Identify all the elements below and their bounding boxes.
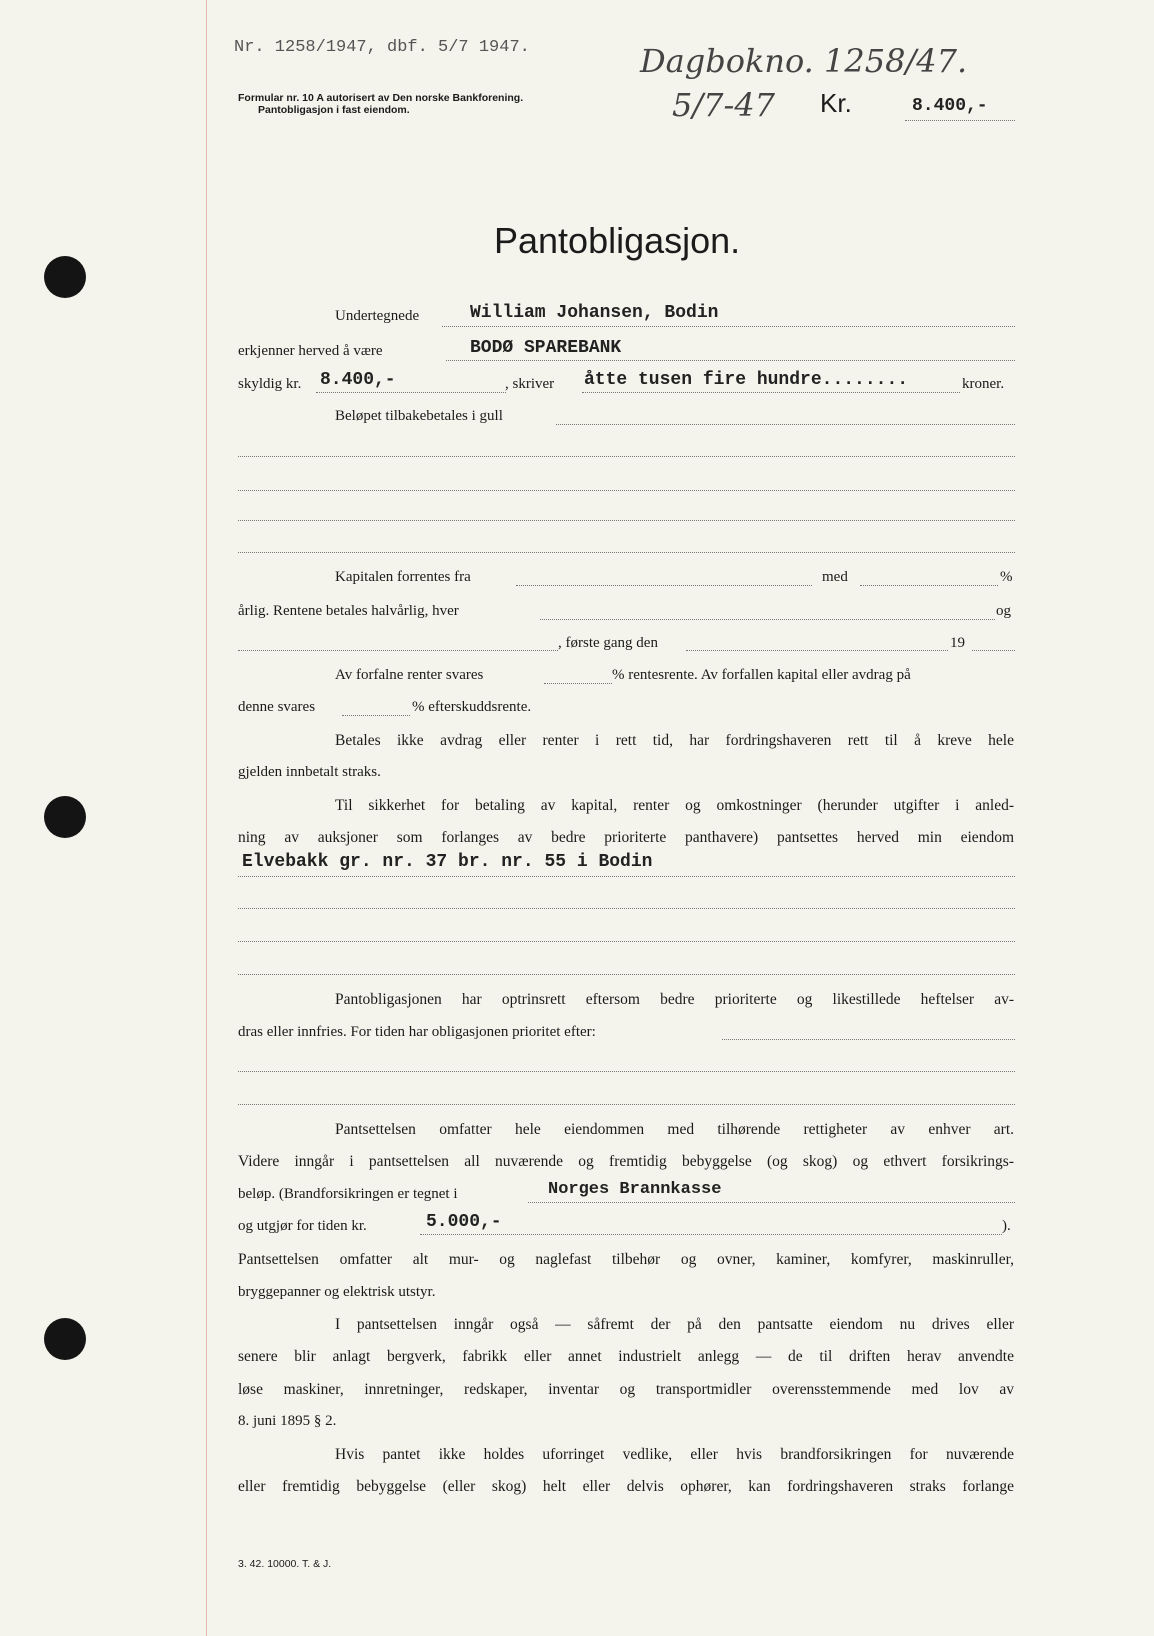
p4-line1: Pantsettelsen omfatter hele eiendommen med tilhørende rettigheter av enhver art. [335,1121,1014,1138]
p6-line4: 8. juni 1895 § 2. [238,1413,337,1429]
p7-line1: Hvis pantet ikke holdes uforringet vedlike, eller hvis brandforsikringen for nuværende [335,1446,1014,1463]
punch-hole-top [44,256,86,298]
property-line-4 [238,974,1015,975]
og-label: og [996,603,1011,619]
kr-label: Kr. [820,88,852,118]
p4-line2: Videre inngår i pantsettelsen all nuværende og fremtidig bebyggelse (og skog) og ethvert forsikrings- [238,1153,1014,1170]
insured-line [420,1234,1002,1235]
gold-line [556,424,1015,425]
p7-line2: eller fremtidig bebyggelse (eller skog) helt eller delvis ophører, kan fordringshaveren straks forlange [238,1478,1014,1495]
print-footer: 3. 42. 10000. T. & J. [238,1558,332,1570]
efterskuddsrente-label: % efterskuddsrente. [412,699,532,715]
kroner-label: kroner. [962,376,1005,392]
property-description: Elvebakk gr. nr. 37 br. nr. 55 i Bodin [242,852,653,872]
period-line-2 [238,650,558,651]
priority-line [722,1039,1015,1040]
amount-in-words: åtte tusen fire hundre........ [584,370,909,390]
property-line-2 [238,908,1015,909]
blank-line-1 [238,456,1015,457]
p3-line1: Pantobligasjonen har optrinsrett eftersom bedre prioriterte og likestillede heftelser av- [335,991,1014,1008]
registration-number: Nr. 1258/1947, dbf. 5/7 1947. [234,38,530,57]
blank-line-4 [238,552,1015,553]
rentesrente-label: % rentesrente. Av forfallen kapital eller avdrag på [612,667,911,683]
form-line-2: Pantobligasjon i fast eiendom. [258,104,410,116]
insurer-line [528,1202,1015,1203]
insurer-name: Norges Brannkasse [548,1180,722,1199]
first-date-line [686,650,948,651]
from-line [516,585,812,586]
dagbok-number: Dagbokno. 1258/47. [640,42,968,80]
borrower-name: William Johansen, Bodin [470,303,719,323]
handwritten-date: 5/7-47 [672,86,776,124]
kapitalen-label: Kapitalen forrentes fra [335,569,471,585]
forfalne-label: Av forfalne renter svares [335,667,484,683]
kr-amount-line [905,120,1015,121]
denne-label: denne svares [238,699,316,715]
year-label: 19 [950,635,965,651]
words-line [582,392,960,393]
creditor-name: BODØ SPAREBANK [470,338,622,358]
p3-line2: dras eller innfries. For tiden har obligasjonen prioritet efter: [238,1024,596,1040]
p1-line2: gjelden innbetalt straks. [238,764,381,780]
p1-line1: Betales ikke avdrag eller renter i rett tid, har fordringshaveren rett til å kreve hele [335,732,1014,749]
blank-line-3 [238,520,1015,521]
p4-line4-end: ). [1002,1218,1011,1234]
kr-amount: 8.400,- [912,96,988,116]
blank-line-2 [238,490,1015,491]
skyldig-label: skyldig kr. [238,376,302,392]
creditor-line [446,360,1015,361]
p6-line3: løse maskiner, innretninger, redskaper, inventar og transportmidler overensstemmende med lov av [238,1381,1014,1398]
p4-line3: beløp. (Brandforsikringen er tegnet i [238,1186,458,1202]
forste-gang-label: , første gang den [558,635,658,651]
punch-hole-middle [44,796,86,838]
belopet-label: Beløpet tilbakebetales i gull [335,408,503,424]
med-label: med [822,569,848,585]
document-title: Pantobligasjon. [494,220,741,261]
p2-line2: ning av auksjoner som forlanges av bedre prioriterte panthavere) pantsettes herved min eiendom [238,829,1014,846]
p5-line1: Pantsettelsen omfatter alt mur- og naglefast tilbehør og ovner, kaminer, komfyrer, maskinruller, [238,1251,1014,1268]
undertegnede-label: Undertegnede [335,308,420,324]
property-line-3 [238,941,1015,942]
year-line [972,650,1015,651]
form-line-1: Formular nr. 10 A autorisert av Den norske Bankforening. [238,92,524,104]
p5-line2: bryggepanner og elektrisk utstyr. [238,1284,436,1300]
property-line-1 [238,876,1015,877]
rate-line [860,585,998,586]
priority-line-3 [238,1104,1015,1105]
priority-line-2 [238,1071,1015,1072]
erkjenner-label: erkjenner herved å være [238,343,383,359]
insured-amount: 5.000,- [426,1212,502,1232]
borrower-line [442,326,1015,327]
p4-line4: og utgjør for tiden kr. [238,1218,367,1234]
efterskudd-line [342,715,410,716]
period-line [540,619,995,620]
skriver-label: , skriver [505,376,555,392]
skyldig-amount: 8.400,- [320,370,396,390]
arlig-label: årlig. Rentene betales halvårlig, hver [238,603,459,619]
p6-line2: senere blir anlagt bergverk, fabrikk eller annet industrielt anlegg — de til driften herav anvendte [238,1348,1014,1365]
percent-sign: % [1000,569,1013,585]
margin-rule [206,0,207,1636]
skyldig-line [316,392,506,393]
p2-line1: Til sikkerhet for betaling av kapital, renter og omkostninger (herunder utgifter i anled- [335,797,1014,814]
punch-hole-bottom [44,1318,86,1360]
rentesrente-line [544,683,612,684]
p6-line1: I pantsettelsen inngår også — såfremt der på den pantsatte eiendom nu drives eller [335,1316,1014,1333]
